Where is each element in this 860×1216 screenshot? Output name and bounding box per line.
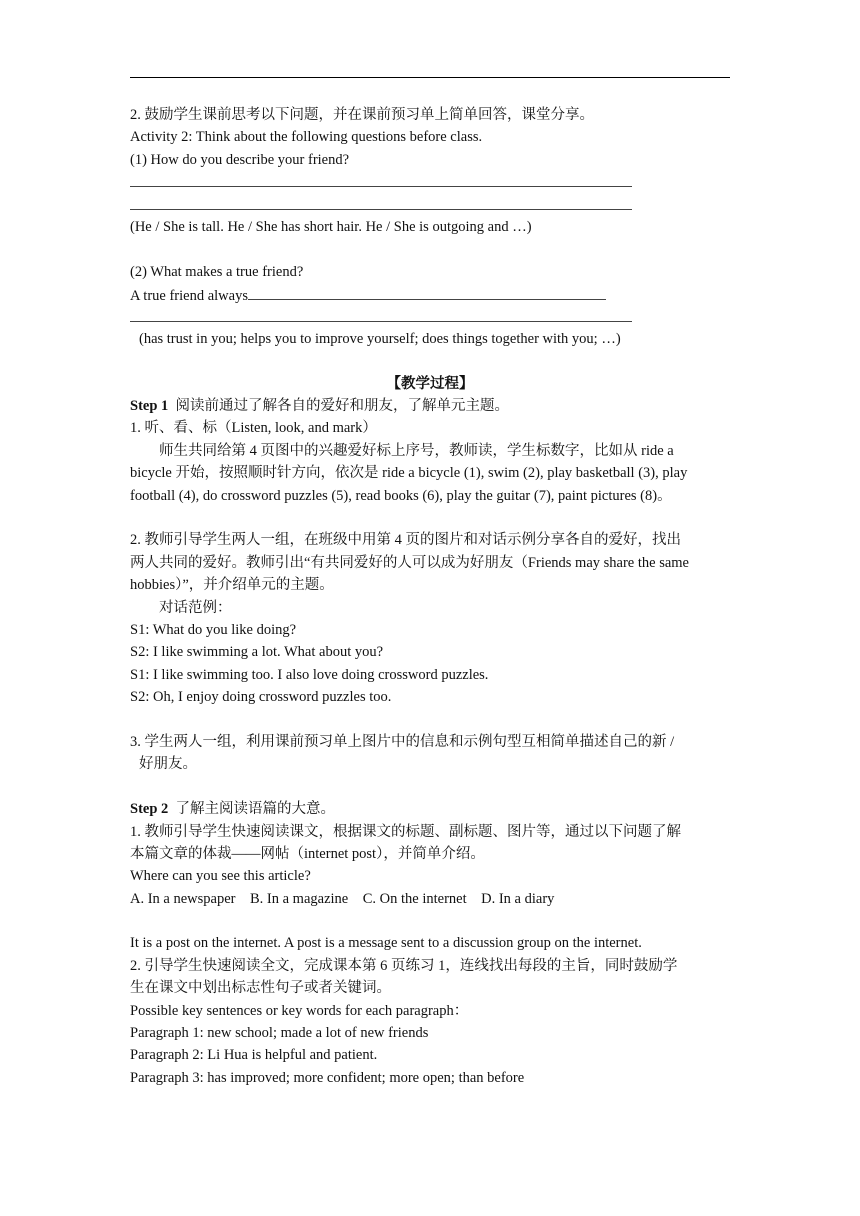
step1-item3-line: 好朋友。	[139, 756, 197, 773]
header-rule	[130, 77, 730, 78]
dialog-label: 对话范例：	[159, 599, 232, 616]
question-2: (2) What makes a true friend?	[130, 263, 304, 280]
step2-item2-line: 生在课文中划出标志性句子或者关键词。	[130, 980, 391, 997]
activity2-intro-en: Activity 2: Think about the following questions before class.	[130, 129, 483, 146]
step2-item2-line: 2. 引导学生快速阅读全文，完成课本第 6 页练习 1，连线找出每段的主旨，同时鼓励学	[130, 957, 678, 974]
question-1: (1) How do you describe your friend?	[130, 151, 350, 168]
question-2-hint: (has trust in you; helps you to improve yourself; does things together with you; …)	[139, 330, 621, 347]
prompt-text: A true friend always	[130, 288, 248, 305]
step1-item1-line: football (4), do crossword puzzles (5), read books (6), play the guitar (7), paint pictures (8)。	[130, 487, 672, 504]
step1-title: 阅读前通过了解各自的爱好和朋友，了解单元主题。	[175, 398, 510, 415]
step2-item1-line: 1. 教师引导学生快速阅读课文，根据课文的标题、副标题、图片等，通过以下问题了解	[130, 823, 681, 840]
step2-options: A. In a newspaper B. In a magazine C. On the internet D. In a diary	[130, 890, 555, 907]
answer-blank	[130, 171, 730, 193]
dialog-line: S2: Oh, I enjoy doing crossword puzzles too.	[130, 689, 392, 706]
paragraph-key: Paragraph 1: new school; made a lot of new friends	[130, 1025, 429, 1042]
paragraph-key: Paragraph 3: has improved; more confident; more open; than before	[130, 1069, 525, 1086]
step1-item1-title: 1. 听、看、标（Listen, look, and mark）	[130, 420, 377, 437]
activity2-intro-cn: 2. 鼓励学生课前思考以下问题，并在课前预习单上简单回答，课堂分享。	[130, 107, 594, 123]
step1-item2-line: hobbies）”，并介绍单元的主题。	[130, 577, 334, 594]
key-intro: Possible key sentences or key words for each paragraph：	[130, 1002, 469, 1019]
answer-blank	[130, 306, 730, 328]
post-definition: It is a post on the internet. A post is a message sent to a discussion group on the internet.	[130, 935, 642, 952]
step1-item2-line: 2. 教师引导学生两人一组，在班级中用第 4 页的图片和对话示例分享各自的爱好，找出	[130, 532, 681, 549]
answer-blank	[130, 194, 730, 216]
step2-item1-line: 本篇文章的体裁——网帖（internet post），并简单介绍。	[130, 845, 485, 862]
step1-item1-line: bicycle 开始，按照顺时针方向，依次是 ride a bicycle (1), swim (2), play basketball (3), play	[130, 465, 688, 482]
dialog-line: S1: What do you like doing?	[130, 621, 297, 638]
dialog-line: S2: I like swimming a lot. What about you?	[130, 644, 384, 661]
question-2-prompt	[130, 283, 730, 305]
step1-item3-line: 3. 学生两人一组，利用课前预习单上图片中的信息和示例句型互相简单描述自己的新 /	[130, 733, 675, 750]
step1-item2-line: 两人共同的爱好。教师引出“有共同爱好的人可以成为好朋友（Friends may share the same	[130, 554, 689, 571]
step2-label: Step 2	[130, 801, 169, 818]
step2-title: 了解主阅读语篇的大意。	[175, 801, 336, 818]
paragraph-key: Paragraph 2: Li Hua is helpful and patient.	[130, 1047, 378, 1064]
step2-question: Where can you see this article?	[130, 868, 311, 885]
dialog-line: S1: I like swimming too. I also love doing crossword puzzles.	[130, 666, 489, 683]
answer-blank	[248, 283, 606, 300]
question-1-hint: (He / She is tall. He / She has short hair. He / She is outgoing and …)	[130, 218, 532, 235]
step1-item1-line: 师生共同给第 4 页图中的兴趣爱好标上序号，教师读，学生标数字，比如从 ride a	[159, 442, 674, 459]
section-title: 【教学过程】	[386, 375, 474, 392]
step1-label: Step 1	[130, 398, 169, 415]
step1-heading	[130, 395, 730, 417]
step2-heading	[130, 798, 730, 820]
document-body	[130, 104, 730, 1089]
